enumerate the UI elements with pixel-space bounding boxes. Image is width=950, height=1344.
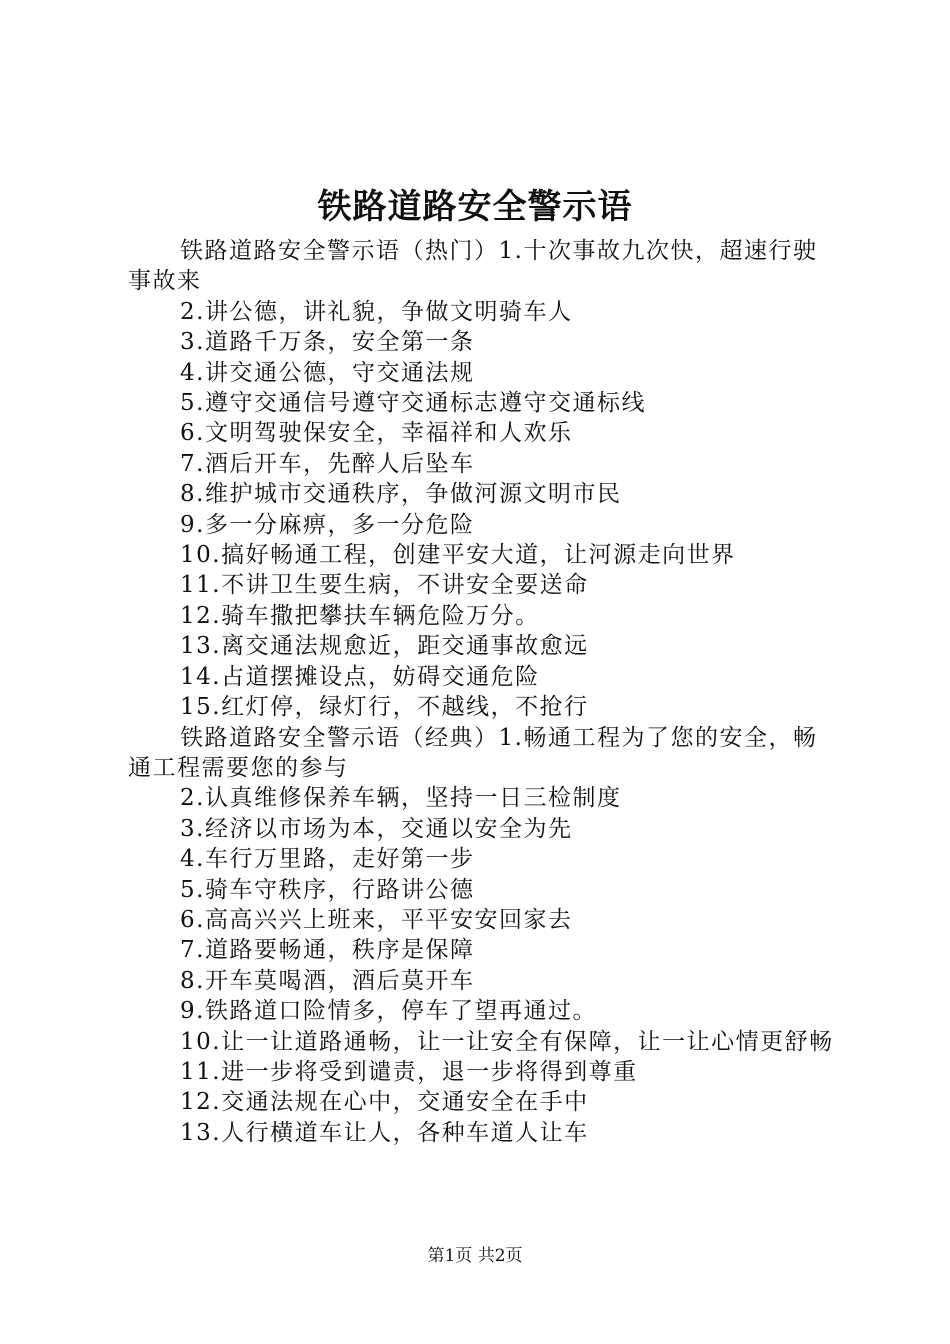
- list-item: 9.多一分麻痹，多一分危险: [180, 511, 475, 538]
- section2-intro: 铁路道路安全警示语（经典）1.畅通工程为了您的安全，畅通工程需要您的参与: [128, 724, 818, 781]
- list-item: 5.遵守交通信号遵守交通标志遵守交通标线: [180, 390, 646, 417]
- list-item: 2.讲公德，讲礼貌，争做文明骑车人: [180, 298, 573, 325]
- list-item: 8.维护城市交通秩序，争做河源文明市民: [180, 481, 622, 508]
- list-item: 13.人行横道车让人，各种车道人让车: [180, 1119, 589, 1146]
- list-item: 2.认真维修保养车辆，坚持一日三检制度: [180, 785, 622, 812]
- list-item: 3.道路千万条，安全第一条: [180, 329, 475, 356]
- list-item: 10.搞好畅通工程，创建平安大道，让河源走向世界: [180, 542, 736, 569]
- list-item: 15.红灯停，绿灯行，不越线，不抢行: [180, 694, 589, 721]
- list-item: 7.道路要畅通，秩序是保障: [180, 937, 475, 964]
- list-item: 7.酒后开车，先醉人后坠车: [180, 450, 475, 477]
- list-item: 9.铁路道口险情多，停车了望再通过。: [180, 998, 597, 1025]
- list-item: 10.让一让道路通畅，让一让安全有保障，让一让心情更舒畅: [180, 1028, 834, 1055]
- list-item: 14.占道摆摊设点，妨碍交通危险: [180, 663, 540, 690]
- list-item: 6.文明驾驶保安全，幸福祥和人欢乐: [180, 420, 573, 447]
- list-item: 8.开车莫喝酒，酒后莫开车: [180, 967, 475, 994]
- list-item: 3.经济以市场为本，交通以安全为先: [180, 815, 573, 842]
- list-item: 5.骑车守秩序，行路讲公德: [180, 876, 475, 903]
- list-item: 4.讲交通公德，守交通法规: [180, 359, 475, 386]
- section1-intro: 铁路道路安全警示语（热门）1.十次事故九次快，超速行驶事故来: [128, 238, 818, 295]
- list-item: 11.不讲卫生要生病，不讲安全要送命: [180, 572, 589, 599]
- page-footer: 第1页 共2页: [427, 1246, 523, 1266]
- list-item: 4.车行万里路，走好第一步: [180, 846, 475, 873]
- document-title: 铁路道路安全警示语: [317, 187, 633, 227]
- list-item: 12.交通法规在心中，交通安全在手中: [180, 1089, 589, 1116]
- document-body: [128, 236, 838, 1148]
- list-item: 12.骑车撒把攀扶车辆危险万分。: [180, 602, 540, 629]
- list-item: 13.离交通法规愈近，距交通事故愈远: [180, 633, 589, 660]
- list-item: 11.进一步将受到谴责，退一步将得到尊重: [180, 1058, 638, 1085]
- list-item: 6.高高兴兴上班来，平平安安回家去: [180, 906, 573, 933]
